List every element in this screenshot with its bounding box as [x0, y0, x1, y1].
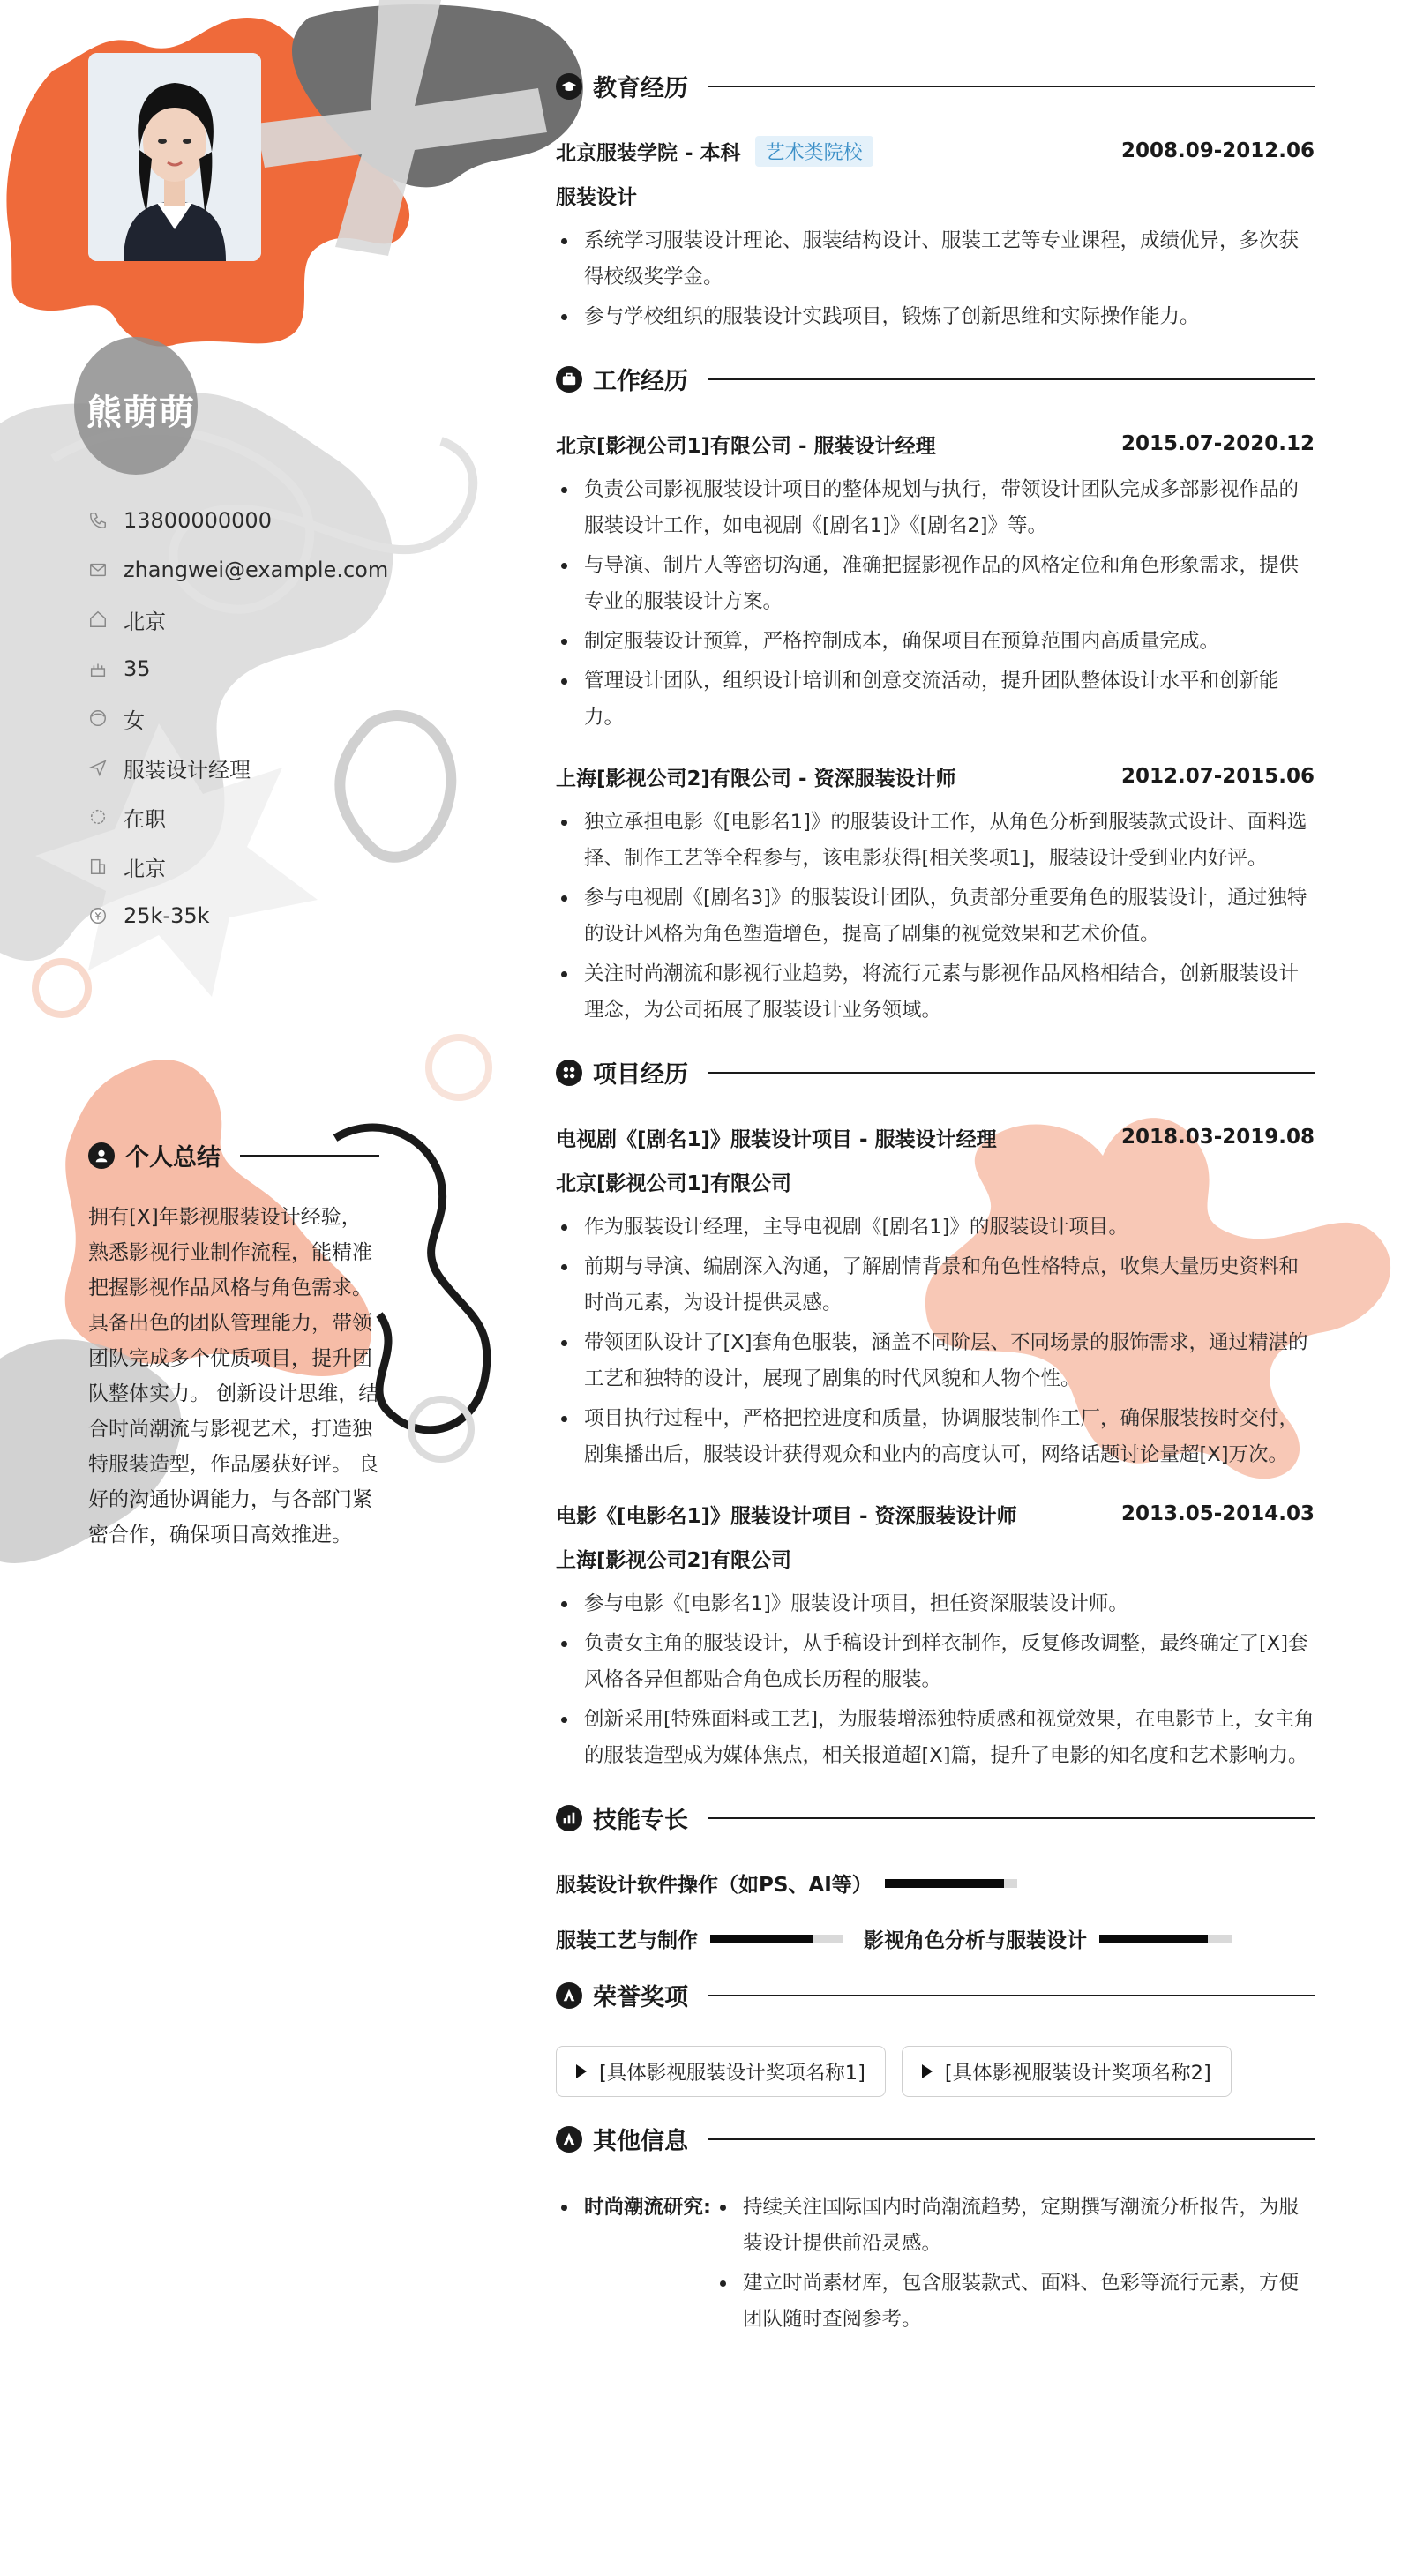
work-entry-1-title: 北京[影视公司1]有限公司 - 服装设计经理: [556, 434, 936, 458]
list-item: 创新采用[特殊面料或工艺]，为服装增添独特质感和视觉效果，在电影节上，女主角的服装造型成为媒体焦点，相关报道超[X]篇，提升了电影的知名度和艺术影响力。: [556, 1702, 1315, 1774]
work-entry-1-date: 2015.07-2020.12: [1120, 432, 1315, 455]
list-item: 参与电视剧《[剧名3]》的服装设计团队，负责部分重要角色的服装设计，通过独特的设计风格为角色塑造增色，提高了剧集的视觉效果和艺术价值。: [556, 880, 1315, 953]
profile-photo: [88, 53, 261, 261]
mail-icon: [88, 560, 108, 580]
education-major: 服装设计: [556, 186, 637, 209]
main-content: [556, 69, 1315, 2366]
education-section-title: [556, 69, 1315, 103]
skill-bar: [710, 1935, 843, 1943]
summary-section-title: [88, 1138, 379, 1172]
honors-title-text: 荣誉奖项: [593, 1984, 688, 2011]
award-chip: [902, 2046, 1232, 2097]
list-item: 关注时尚潮流和影视行业趋势，将流行元素与影视作品风格相结合，创新服装设计理念，为公司拓展了服装设计业务领域。: [556, 956, 1315, 1029]
list-item: 管理设计团队，组织设计培训和创意交流活动，提升团队整体设计水平和创新能力。: [556, 663, 1315, 736]
skills-title-text: 技能专长: [593, 1807, 688, 1834]
home-icon: [88, 610, 108, 629]
education-title-rule: [708, 86, 1315, 87]
contact-gender-text: 女: [124, 708, 145, 733]
project-entry-1-date: 2018.03-2019.08: [1120, 1126, 1315, 1149]
project-entry-1-bullets: [556, 1209, 1315, 1473]
work-entry-2-title: 上海[影视公司2]有限公司 - 资深服装设计师: [556, 767, 956, 790]
education-title-text: 教育经历: [593, 75, 688, 102]
bar-chart-icon: [556, 1805, 582, 1831]
city-icon: [88, 857, 108, 876]
phone-icon: [88, 511, 108, 530]
work-title-rule: [708, 378, 1315, 380]
work-entry-2: [556, 762, 1315, 1029]
honors-section-title: [556, 1978, 1315, 2012]
project-entry-2-title: 电影《[电影名1]》服装设计项目 - 资深服装设计师: [556, 1504, 1017, 1528]
contact-email: [88, 545, 459, 595]
education-entry-head: [556, 137, 1315, 165]
skill-bar-fill: [885, 1879, 1004, 1888]
play-triangle-icon: [576, 2064, 587, 2078]
project-entry-1-title: 电视剧《[剧名1]》服装设计项目 - 服装设计经理: [556, 1127, 997, 1151]
projects-section-title: [556, 1055, 1315, 1090]
list-item: 建立时尚素材库，包含服装款式、面料、色彩等流行元素，方便团队随时查阅参考。: [715, 2265, 1315, 2338]
grid-icon: [556, 1060, 582, 1086]
play-triangle-icon: [922, 2064, 933, 2078]
projects-section: [556, 1055, 1315, 1774]
project-entry-1-company: 北京[影视公司1]有限公司: [556, 1172, 792, 1195]
skill-name: 服装设计软件操作（如PS、AI等）: [556, 1874, 873, 1897]
contact-gender: [88, 693, 459, 743]
contact-home: [88, 595, 459, 644]
portrait-illustration: [88, 53, 261, 261]
candidate-name: 熊萌萌: [86, 393, 195, 433]
education-date: 2008.09-2012.06: [1120, 139, 1315, 162]
other-item-label: 时尚潮流研究:: [556, 2190, 711, 2341]
skills-title-rule: [708, 1817, 1315, 1819]
list-item: 带领团队设计了[X]套角色服装，涵盖不同阶层、不同场景的服饰需求，通过精湛的工艺和独特的设计，展现了剧集的时代风貌和人物个性。: [556, 1325, 1315, 1397]
list-item: 与导演、制片人等密切沟通，准确把握影视作品的风格定位和角色形象需求，提供专业的服装设计方案。: [556, 548, 1315, 620]
project-entry-2-bullets: [556, 1586, 1315, 1774]
honors-section: [556, 1978, 1315, 2097]
skill-name: 服装工艺与制作: [556, 1929, 698, 1952]
age-icon: [88, 659, 108, 678]
list-item: 负责女主角的服装设计，从手稿设计到样衣制作，反复修改调整，最终确定了[X]套风格各异但都贴合角色成长历程的服装。: [556, 1626, 1315, 1698]
other-item: [556, 2190, 1315, 2341]
skill-name: 影视角色分析与服装设计: [864, 1929, 1087, 1952]
work-section: [556, 362, 1315, 1029]
info-icon: [556, 2126, 582, 2153]
skill-bar-fill: [1099, 1935, 1208, 1943]
work-entry-2-head: [556, 762, 1315, 790]
project-entry-2: [556, 1500, 1315, 1774]
skill-bar: [885, 1879, 1017, 1888]
list-item: 系统学习服装设计理论、服装结构设计、服装工艺等专业课程，成绩优异，多次获得校级奖学金。: [556, 223, 1315, 296]
work-entry-2-date: 2012.07-2015.06: [1120, 765, 1315, 788]
briefcase-icon: [556, 366, 582, 393]
contact-age-text: 35: [124, 656, 151, 681]
projects-title-rule: [708, 1072, 1315, 1074]
school-tag: 艺术类院校: [755, 136, 873, 167]
skill-item: [556, 1924, 843, 1953]
contact-home-text: 北京: [124, 609, 166, 634]
skills-list: [556, 1868, 1315, 1953]
contact-position-text: 服装设计经理: [124, 757, 251, 783]
contact-list: [88, 496, 459, 940]
list-item: 作为服装设计经理，主导电视剧《[剧名1]》的服装设计项目。: [556, 1209, 1315, 1246]
work-entry-1-bullets: [556, 472, 1315, 736]
contact-city-text: 北京: [124, 856, 166, 881]
work-section-title: [556, 362, 1315, 396]
skill-bar-fill: [710, 1935, 813, 1943]
salary-icon: [88, 906, 108, 925]
project-entry-1-head: [556, 1123, 1315, 1151]
other-title-text: 其他信息: [593, 2128, 688, 2155]
status-icon: [88, 807, 108, 827]
list-item: 参与电影《[电影名1]》服装设计项目，担任资深服装设计师。: [556, 1586, 1315, 1622]
project-entry-2-company: 上海[影视公司2]有限公司: [556, 1549, 792, 1572]
position-icon: [88, 758, 108, 777]
skills-section-title: [556, 1801, 1315, 1835]
graduation-cap-icon: [556, 73, 582, 100]
skill-bar: [1099, 1935, 1232, 1943]
project-entry-2-head: [556, 1500, 1315, 1528]
award-name: [具体影视服装设计奖项名称2]: [944, 2062, 1211, 2085]
award-name: [具体影视服装设计奖项名称1]: [599, 2062, 865, 2085]
list-item: 参与学校组织的服装设计实践项目，锻炼了创新思维和实际操作能力。: [556, 299, 1315, 335]
summary-title-rule: [240, 1155, 379, 1157]
list-item: 前期与导演、编剧深入沟通，了解剧情背景和角色性格特点，收集大量历史资料和时尚元素，为设计提供灵感。: [556, 1249, 1315, 1322]
project-entry-1: [556, 1123, 1315, 1473]
list-item: 项目执行过程中，严格把控进度和质量，协调服装制作工厂，确保服装按时交付，剧集播出后，服装设计获得观众和业内的高度认可，网络话题讨论量超[X]万次。: [556, 1401, 1315, 1473]
education-bullets: [556, 223, 1315, 335]
contact-phone: [88, 496, 459, 545]
gender-icon: [88, 708, 108, 728]
contact-position: [88, 743, 459, 792]
education-section: [556, 69, 1315, 335]
other-section-title: [556, 2122, 1315, 2156]
contact-age: [88, 644, 459, 693]
list-item: 持续关注国际国内时尚潮流趋势，定期撰写潮流分析报告，为服装设计提供前沿灵感。: [715, 2190, 1315, 2262]
contact-salary: [88, 891, 459, 940]
contact-email-text: zhangwei@example.com: [124, 558, 389, 582]
work-entry-2-bullets: [556, 805, 1315, 1029]
contact-status-text: 在职: [124, 806, 166, 832]
summary-title-text: 个人总结: [125, 1144, 221, 1172]
list-item: 独立承担电影《[电影名1]》的服装设计工作，从角色分析到服装款式设计、面料选择、制作工艺等全程参与，该电影获得[相关奖项1]，服装设计受到业内好评。: [556, 805, 1315, 877]
contact-salary-text: 25k-35k: [124, 903, 210, 928]
projects-title-text: 项目经历: [593, 1061, 688, 1089]
other-item-bullets: [715, 2190, 1315, 2341]
work-entry-1-head: [556, 430, 1315, 458]
other-section: [556, 2122, 1315, 2341]
skills-section: [556, 1801, 1315, 1953]
skill-item: [556, 1868, 1017, 1898]
contact-status: [88, 792, 459, 842]
work-title-text: 工作经历: [593, 368, 688, 395]
award-icon: [556, 1982, 582, 2009]
contact-city: [88, 842, 459, 891]
summary-text: 拥有[X]年影视服装设计经验，熟悉影视行业制作流程，能精准把握影视作品风格与角色需求。 具备出色的团队管理能力，带领团队完成多个优质项目，提升团队整体实力。 创新设计思维，结合时尚潮流与影视艺术，打造独特服装造型，作品屡获好评。 良好的沟通协调能力，与各部门紧密合作，确保项目高效推进。: [88, 1206, 379, 1546]
list-item: 负责公司影视服装设计项目的整体规划与执行，带领设计团队完成多部影视作品的服装设计工作，如电视剧《[剧名1]》《[剧名2]》等。: [556, 472, 1315, 544]
awards-list: [556, 2046, 1315, 2097]
skill-item: [864, 1924, 1232, 1953]
peach-ring-mid: [429, 1037, 489, 1097]
user-icon: [88, 1142, 115, 1169]
school-name: 北京服装学院 - 本科: [556, 141, 741, 165]
other-title-rule: [708, 2138, 1315, 2140]
work-entry-1: [556, 430, 1315, 736]
honors-title-rule: [708, 1995, 1315, 1996]
list-item: 制定服装设计预算，严格控制成本，确保项目在预算范围内高质量完成。: [556, 624, 1315, 660]
contact-phone-text: 13800000000: [124, 508, 272, 533]
award-chip: [556, 2046, 886, 2097]
peach-ring-left: [35, 962, 88, 1015]
project-entry-2-date: 2013.05-2014.03: [1120, 1502, 1315, 1525]
education-entry: [556, 137, 1315, 335]
